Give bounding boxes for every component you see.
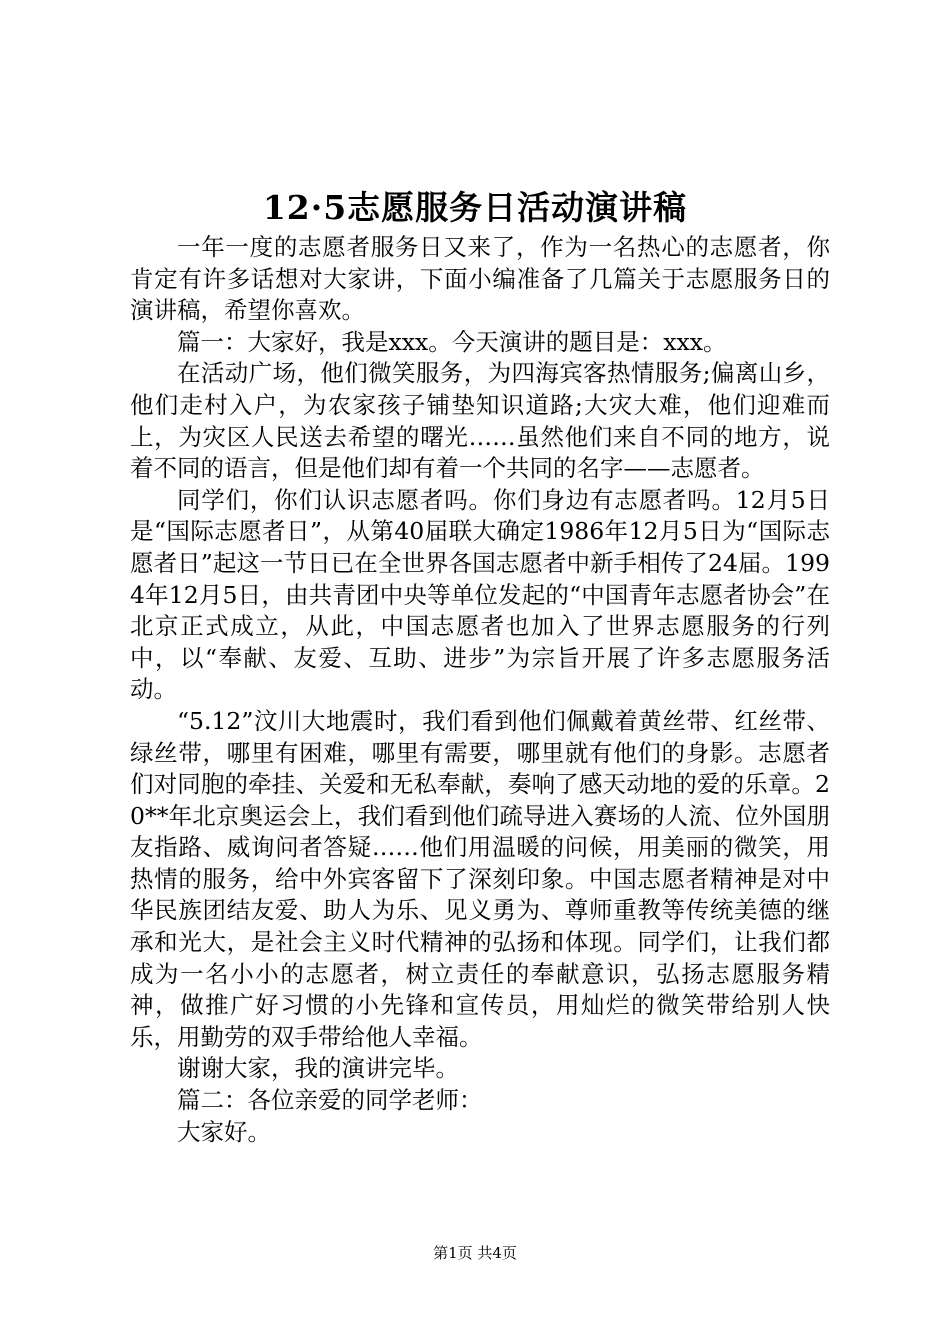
paragraph-intro: 一年一度的志愿者服务日又来了，作为一名热心的志愿者，你肯定有许多话想对大家讲，下面小编准备了几篇关于志愿服务日的演讲稿，希望你喜欢。 [130, 233, 830, 325]
paragraph-volunteer-service: 在活动广场，他们微笑服务，为四海宾客热情服务;偏离山乡，他们走村入户，为农家孩子铺垫知识道路;大灾大难，他们迎难而上，为灾区人民送去希望的曙光……虽然他们来自不同的地方，说着不同的语言，但是他们却有着一个共同的名字——志愿者。 [130, 359, 830, 483]
paragraph-greeting: 大家好。 [177, 1117, 271, 1146]
paragraph-earthquake-olympics: “5.12”汶川大地震时，我们看到他们佩戴着黄丝带、红丝带、绿丝带，哪里有困难，哪里有需要，哪里就有他们的身影。志愿者们对同胞的牵挂、关爱和无私奉献，奏响了感天动地的爱的乐章。20**年北京奥运会上，我们看到他们疏导进入赛场的人流、位外国朋友指路、威询问者答疑……他们用温暖的问候，用美丽的微笑，用热情的服务，给中外宾客留下了深刻印象。中国志愿者精神是对中华民族团结友爱、助人为乐、见义勇为、尊师重教等传统美德的继承和光大，是社会主义时代精神的弘扬和体现。同学们，让我们都成为一名小小的志愿者，树立责任的奉献意识，弘扬志愿服务精神，做推广好习惯的小先锋和宣传员，用灿烂的微笑带给别人快乐，用勤劳的双手带给他人幸福。 [130, 706, 830, 1051]
document-body [130, 232, 830, 1148]
document-title: 12·5志愿服务日活动演讲稿 [262, 188, 688, 227]
paragraph-part-one-opening: 篇一：大家好，我是xxx。今天演讲的题目是：xxx。 [177, 327, 727, 356]
paragraph-part-two-opening: 篇二：各位亲爱的同学老师： [177, 1086, 483, 1115]
paragraph-volunteer-day-history: 同学们，你们认识志愿者吗。你们身边有志愿者吗。12月5日是“国际志愿者日”，从第40届联大确定1986年12月5日为“国际志愿者日”起这一节日已在全世界各国志愿者中新手相传了24届。1994年12月5日，由共青团中央等单位发起的“中国青年志愿者协会”在北京正式成立，从此，中国志愿者也加入了世界志愿服务的行列中，以“奉献、友爱、互助、进步”为宗旨开展了许多志愿服务活动。 [130, 485, 830, 704]
page-number-footer: 第1页 共4页 [433, 1244, 517, 1262]
paragraph-closing-thanks: 谢谢大家，我的演讲完毕。 [177, 1054, 459, 1083]
